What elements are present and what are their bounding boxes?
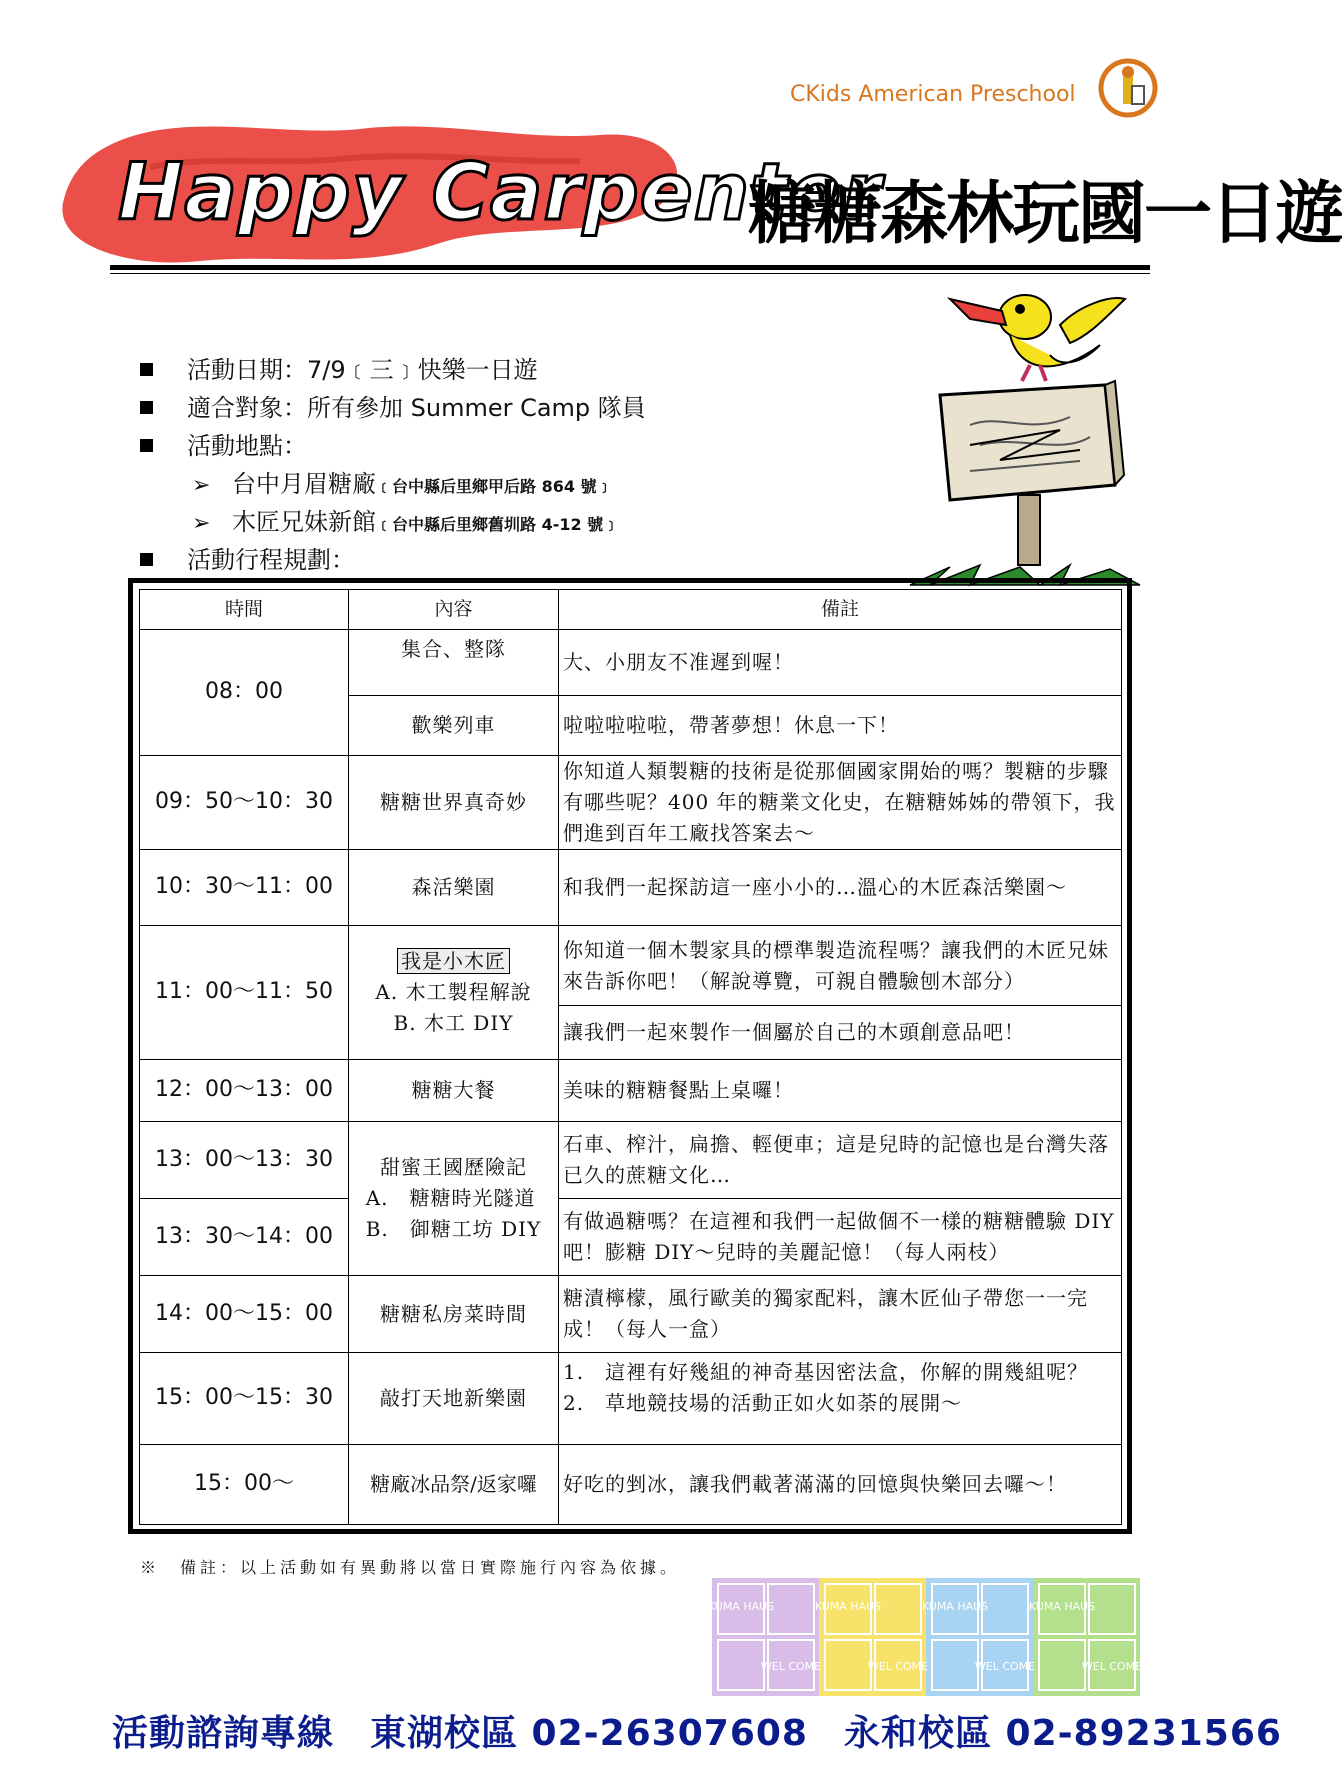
time-cell: 11：00～11：50 [140,926,349,1060]
tile-text: KUMA HAUS [814,1600,882,1613]
tile-text: WEL COME [867,1660,929,1673]
bullet-icon [140,363,153,376]
info-date: 活動日期：7/9﹝三﹞快樂一日遊 [140,350,538,385]
time-cell: 14：00～15：00 [140,1276,349,1353]
note-cell [559,1353,1122,1445]
info-audience: 適合對象：所有參加 Summer Camp 隊員 [140,388,646,423]
note-cell: 有做過糖嗎？在這裡和我們一起做個不一樣的糖糖體驗 DIY 吧！膨糖 DIY～兒時的美麗記憶！（每人兩枝） [559,1199,1122,1276]
content-cell: 敲打天地新樂園 [349,1353,559,1445]
contact-line [112,1705,1282,1756]
note-cell: 糖漬檸檬，風行歐美的獨家配料，讓木匠仙子帶您一一完成！（每人一盒） [559,1276,1122,1353]
content-cell: 糖糖世界真奇妙 [349,756,559,850]
contact-donghu: 東湖校區 02-26307608 [370,1713,808,1754]
table-row [140,1445,1122,1525]
bird-sign-illustration [910,285,1140,605]
schedule-table [128,578,1132,1534]
arrow-icon: ➢ [192,511,211,536]
note-cell: 啦啦啦啦啦，帶著夢想！休息一下！ [559,696,1122,756]
title-chinese: 糖糖森林玩國一日遊 [748,175,1342,254]
content-sub: B. 木工 DIY [393,1011,514,1035]
brand-logo-icon [1098,58,1158,118]
content-cell: 糖糖大餐 [349,1060,559,1122]
content-cell [349,1122,559,1276]
content-sub: A. 糖糖時光隧道 B. 御糖工坊 DIY [365,1186,542,1241]
tile-text: WEL COME [1081,1660,1143,1673]
time-cell: 15：00～ [140,1445,349,1525]
info-location: 活動地點： [140,426,307,461]
content-cell: 糖廠冰品祭/返家囉 [349,1445,559,1525]
table-row [140,850,1122,926]
location-item: ➢ 木匠兄妹新館﹝台中縣后里鄉舊圳路 4-12 號﹞ [192,508,620,536]
footnote: ※ 備註：以上活動如有異動將以當日實際施行內容為依據。 [140,1558,681,1577]
time-cell: 13：00～13：30 [140,1122,349,1199]
note-cell: 大、小朋友不准遲到喔！ [559,630,1122,696]
note-cell: 你知道一個木製家具的標準製造流程嗎？讓我們的木匠兄妹來告訴你吧！（解說導覽，可親自體驗刨木部分） [559,926,1122,1006]
time-cell: 13：30～14：00 [140,1199,349,1276]
note-cell: 好吃的剉冰，讓我們載著滿滿的回憶與快樂回去囉～！ [559,1445,1122,1525]
content-cell [349,926,559,1060]
note-cell: 石車、榨汁，扁擔、輕便車；這是兒時的記憶也是台灣失落已久的蔗糖文化… [559,1122,1122,1199]
note-cell: 讓我們一起來製作一個屬於自己的木頭創意品吧！ [559,1006,1122,1060]
content-title: 我是小木匠 [397,948,510,974]
table-row [140,630,1122,696]
tile-text: KUMA HAUS [1028,1600,1096,1613]
note-cell: 和我們一起探訪這一座小小的…溫心的木匠森活樂園～ [559,850,1122,926]
time-cell: 08：00 [140,630,349,756]
content-cell: 糖糖私房菜時間 [349,1276,559,1353]
table-row [140,1122,1122,1199]
tile-text: KUMA HAUS [707,1600,775,1613]
tile-text: WEL COME [974,1660,1036,1673]
header-content: 內容 [349,590,559,630]
kuma-haus-tiles [707,1578,1143,1696]
note-line: 1. 這裡有好幾組的神奇基因密法盒，你解的開幾組呢？ [563,1360,1089,1384]
sign-board-icon [910,381,1140,585]
brand-name: CKids American Preschool [790,82,1076,107]
table-row [140,1060,1122,1122]
time-cell: 10：30～11：00 [140,850,349,926]
time-cell: 09：50～10：30 [140,756,349,850]
table-row [140,1199,1122,1276]
title-english: Happy Carpenter [118,148,882,238]
header-divider-thin [110,273,1150,274]
bullet-icon [140,553,153,566]
table-row [140,1353,1122,1445]
content-cell: 集合、整隊 [349,630,559,696]
table-header-row [140,590,1122,630]
tile-text: KUMA HAUS [921,1600,989,1613]
note-line: 2. 草地競技場的活動正如火如荼的展開～ [563,1391,963,1415]
table-row [140,1276,1122,1353]
content-title: 甜蜜王國歷險記 [380,1155,527,1179]
bullet-icon [140,439,153,452]
content-cell: 歡樂列車 [349,696,559,756]
contact-hotline: 活動諮詢專線 [112,1713,335,1754]
contact-yonghe: 永和校區 02-89231566 [843,1713,1282,1754]
content-sub: A. 木工製程解說 [375,980,532,1004]
header-note: 備註 [559,590,1122,630]
bird-icon [950,295,1125,381]
time-cell: 15：00～15：30 [140,1353,349,1445]
note-cell: 你知道人類製糖的技術是從那個國家開始的嗎？製糖的步驟有哪些呢？400 年的糖業文化史，在糖糖姊姊的帶領下，我們進到百年工廠找答案去～ [559,756,1122,850]
header-time: 時間 [140,590,349,630]
location-item: ➢ 台中月眉糖廠﹝台中縣后里鄉甲后路 864 號﹞ [192,470,613,498]
time-cell: 12：00～13：00 [140,1060,349,1122]
content-cell: 森活樂園 [349,850,559,926]
header-divider [110,265,1150,270]
table-row [140,756,1122,850]
tile-text: WEL COME [760,1660,822,1673]
table-row [140,926,1122,1006]
note-cell: 美味的糖糖餐點上桌囉！ [559,1060,1122,1122]
arrow-icon: ➢ [192,473,211,498]
bullet-icon [140,401,153,414]
info-schedule: 活動行程規劃： [140,540,355,575]
